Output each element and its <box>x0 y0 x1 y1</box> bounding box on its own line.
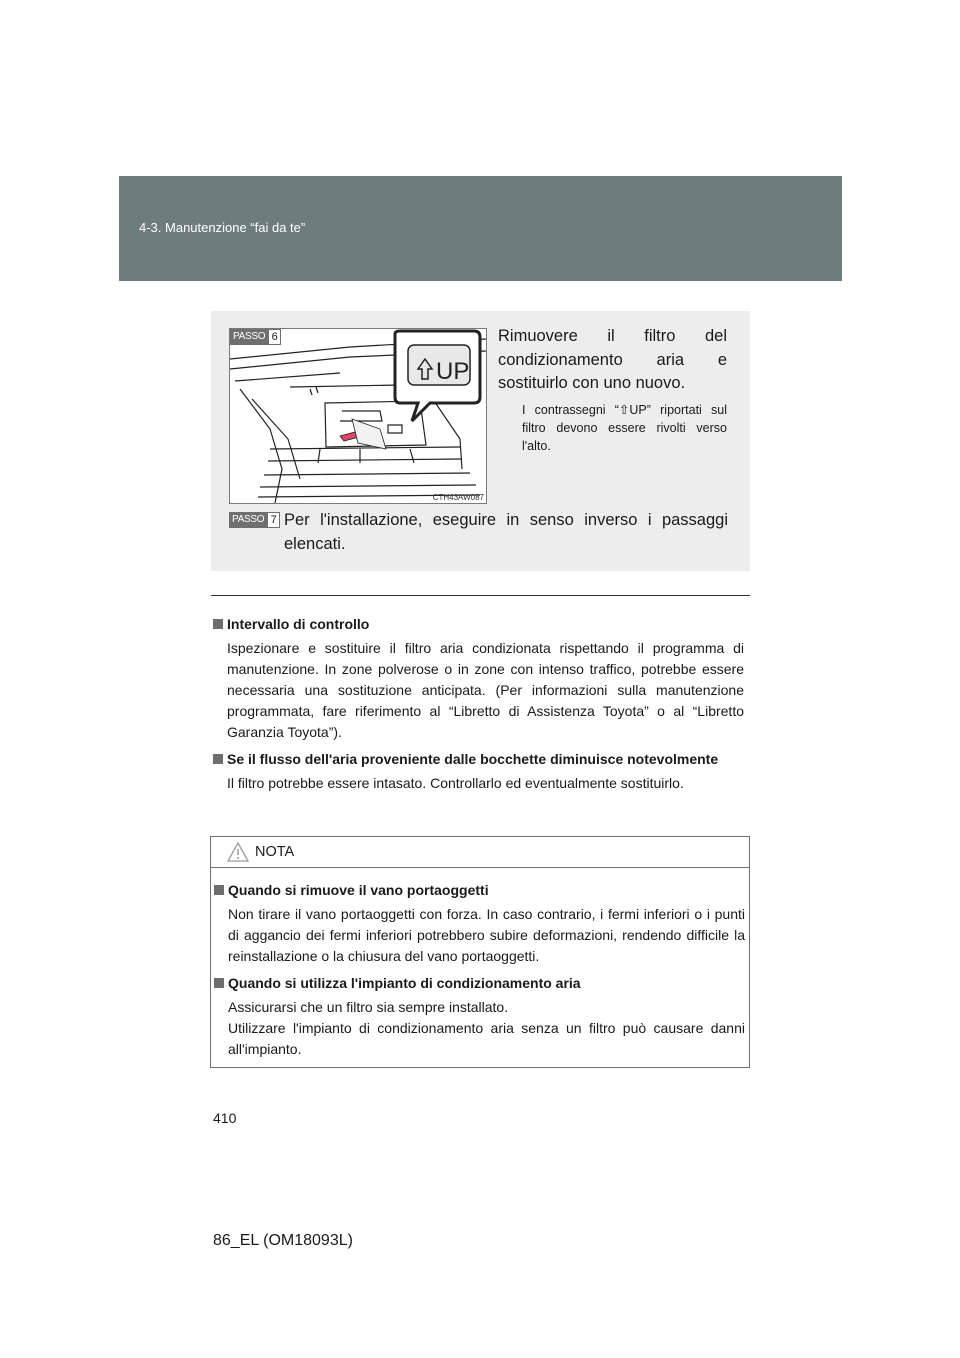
nota-box <box>210 836 750 1068</box>
info-item-title <box>213 749 744 770</box>
nota-item-title <box>214 973 745 994</box>
nota-header <box>211 837 749 868</box>
info-title-text: Se il flusso dell'aria proveniente dalle bocchette diminuisce notevolmente <box>227 751 719 767</box>
square-bullet-icon <box>213 754 223 764</box>
nota-body-line: Utilizzare l'impianto di condizionamento aria senza un filtro può causare danni all'impianto. <box>228 1020 745 1057</box>
nota-title: NOTA <box>255 844 295 860</box>
step6-illustration <box>229 328 487 504</box>
nota-title-text: Quando si rimuove il vano portaoggetti <box>228 882 489 898</box>
section-title: 4-3. Manutenzione “fai da te” <box>139 220 306 235</box>
document-code: 86_EL (OM18093L) <box>213 1232 353 1249</box>
info-item-body: Ispezionare e sostituire il filtro aria condizionata rispettando il programma di manutenzione. In zone polverose o in zone con intenso traffico, potrebbe essere necessaria una sostituzione anticipata. (Per informazioni sulla manutenzione programmata, fare riferimento al “Libretto di Assistenza Toyota” o al “Libretto Garanzia Toyota”). <box>227 640 744 740</box>
square-bullet-icon <box>213 619 223 629</box>
divider <box>211 595 750 596</box>
step6-text: Rimuovere il filtro del condizionamento aria e sostituirlo con uno nuovo. <box>498 327 727 392</box>
warning-triangle-icon <box>227 842 249 862</box>
nota-item-body <box>228 997 745 1060</box>
nota-item-body: Non tirare il vano portaoggetti con forza. In caso contrario, i fermi inferiori o i punti di aggancio dei fermi inferiori potrebbero subire deformazioni, rendendo difficile la reinstallazione o la chiusura del vano portaoggetti. <box>228 906 745 964</box>
nota-title-text: Quando si utilizza l'impianto di condizionamento aria <box>228 975 581 991</box>
info-title-text: Intervallo di controllo <box>227 616 370 632</box>
nota-item-title <box>214 880 745 901</box>
up-label: UP <box>436 358 470 385</box>
step-number: 7 <box>267 512 280 528</box>
nota-content <box>214 880 745 1066</box>
step6-note: I contrassegni “⇧UP” riportati sul filtro devono essere rivolti verso l'alto. <box>522 403 727 453</box>
step-number: 6 <box>268 329 281 345</box>
step-label: PASSO <box>229 512 267 528</box>
info-item-title <box>213 614 744 635</box>
steps-box <box>211 311 750 571</box>
info-section <box>213 612 744 800</box>
step7-text: Per l'installazione, eseguire in senso inverso i passaggi elencati. <box>284 511 728 553</box>
nota-body-line: Assicurarsi che un filtro sia sempre installato. <box>228 999 509 1015</box>
square-bullet-icon <box>214 978 224 988</box>
step7-tag <box>229 512 280 528</box>
square-bullet-icon <box>214 885 224 895</box>
info-item-body: Il filtro potrebbe essere intasato. Controllarlo ed eventualmente sostituirlo. <box>227 775 684 791</box>
step6-tag <box>230 329 281 345</box>
figure-code: CTH43AW087 <box>432 493 484 502</box>
page-number: 410 <box>213 1110 237 1126</box>
glovebox-filter-drawing <box>230 329 486 503</box>
step-label: PASSO <box>230 329 268 345</box>
header-band <box>119 176 842 281</box>
